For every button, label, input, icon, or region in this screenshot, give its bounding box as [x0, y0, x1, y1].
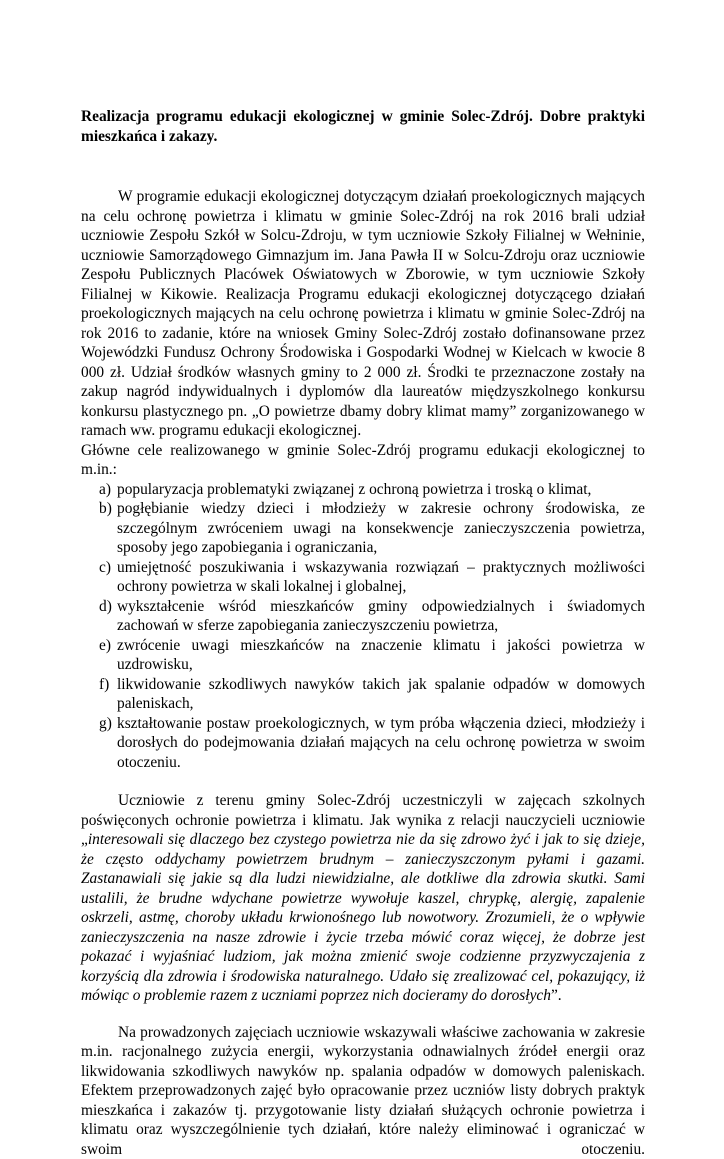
goal-marker: g)	[99, 714, 112, 734]
goal-item	[81, 499, 645, 558]
goal-text: umiejętność poszukiwania i wskazywania rozwiązań – praktycznych możliwości ochrony powietrza w skali lokalnej i globalnej,	[117, 559, 645, 596]
goal-item	[81, 597, 645, 636]
goal-text: popularyzacja problematyki związanej z ochroną powietrza i troską o klimat,	[117, 481, 591, 498]
document-title: Realizacja programu edukacji ekologicznej w gminie Solec-Zdrój. Dobre praktyki mieszkańca i zakazy.	[81, 107, 645, 146]
goal-marker: f)	[99, 675, 109, 695]
goal-item	[81, 714, 645, 773]
goal-marker: c)	[99, 558, 111, 578]
goal-text: zwrócenie uwagi mieszkańców na znaczenie klimatu i jakości powietrza w uzdrowisku,	[117, 637, 645, 674]
document-content	[81, 107, 645, 1159]
paragraph-student-activities	[81, 791, 645, 1006]
teachers-quote: interesowali się dlaczego bez czystego powietrza nie da się zdrowo żyć i jak to się dzieje, że często oddychamy powietrzem brudnym – zanieczyszczonym pyłami i gazami. Zastanawiali się jakie są dla ludzi niewidzialne, ale dotkliwe dla zdrowia skutki. Sami ustalili, że brudne wdychane powietrze wywołuje kaszel, chrypkę, alergię, zapalenie oskrzeli, astmę, choroby układu krwionośnego lub nowotwory. Zrozumieli, że o wpływie zanieczyszczenia na nasze zdrowie i życie trzeba mówić coraz więcej, że dobrze jest pokazać i wyjaśniać ludziom, jak można zmienić swoje codzienne przyzwyczajenia z korzyścią dla zdrowia i środowiska naturalnego. Udało się zrealizować cel, pokazujący, iż mówiąc o problemie razem z uczniami poprzez nich docieramy do dorosłych	[81, 831, 645, 1004]
goal-marker: a)	[99, 480, 111, 500]
goal-marker: b)	[99, 499, 112, 519]
goal-item	[81, 675, 645, 714]
goal-text: likwidowanie szkodliwych nawyków takich jak spalanie odpadów w domowych paleniskach,	[117, 676, 645, 713]
goal-text: pogłębianie wiedzy dzieci i młodzieży w zakresie ochrony środowiska, ze szczególnym zwróceniem uwagi na konsekwencje zanieczyszczenia powietrza, sposoby jego zapobiegania i ograniczania,	[117, 500, 645, 556]
goals-list	[81, 480, 645, 773]
goal-item	[81, 480, 645, 500]
paragraph-program-description: W programie edukacji ekologicznej dotyczącym działań proekologicznych mających na celu ochronę powietrza i klimatu w gminie Solec-Zdrój na rok 2016 brali udział uczniowie Zespołu Szkół w Solcu-Zdroju, w tym uczniowie Szkoły Filialnej w Wełninie, uczniowie Samorządowego Gimnazjum im. Jana Pawła II w Solcu-Zdroju oraz uczniowie Zespołu Publicznych Placówek Oświatowych w Zborowie, w tym uczniowie Szkoły Filialnej w Kikowie. Realizacja Programu edukacji ekologicznej dotyczącego działań proekologicznych mających na celu ochronę powietrza i klimatu w gminie Solec-Zdrój na rok 2016 to zadanie, które na wniosek Gminy Solec-Zdrój zostało dofinansowane przez Wojewódzki Fundusz Ochrony Środowiska i Gospodarki Wodnej w Kielcach w kwocie 8 000 zł. Udział środków własnych gminy to 2 000 zł. Środki te przeznaczone zostały na zakup nagród indywidualnych i dyplomów dla laureatów międzyszkolnego konkursu konkursu plastycznego pn. „O powietrze dbamy dobry klimat mamy” zorganizowanego w ramach ww. programu edukacji ekologicznej.	[81, 187, 645, 441]
goal-text: kształtowanie postaw proekologicznych, w tym próba włączenia dzieci, młodzieży i dorosłych do podejmowania działań mających na celu ochronę powietrza w swoim otoczeniu.	[117, 715, 645, 771]
quote-close: ”.	[551, 987, 562, 1004]
goal-item	[81, 558, 645, 597]
goal-item	[81, 636, 645, 675]
goals-intro: Główne cele realizowanego w gminie Solec-Zdrój programu edukacji ekologicznej to m.in.:	[81, 441, 645, 480]
goal-marker: d)	[99, 597, 112, 617]
paragraph-student-activities-intro: Uczniowie z terenu gminy Solec-Zdrój uczestniczyli w zajęcach szkolnych poświęconych ochronie powietrza i klimatu. Jak wynika z relacji nauczycieli uczniowie „	[81, 792, 645, 848]
goal-text: wykształcenie wśród mieszkańców gminy odpowiedzialnych i świadomych zachowań w sferze zapobiegania zanieczyszczeniu powietrza,	[117, 598, 645, 635]
paragraph-good-practices: Na prowadzonych zajęciach uczniowie wskazywali właściwe zachowania w zakresie m.in. racjonalnego zużycia energii, wykorzystania odnawialnych źródeł energii oraz likwidowania szkodliwych nawyków np. spalania odpadów w domowych paleniskach. Efektem przeprowadzonych zajęć było opracowanie przez uczniów listy dobrych praktyk mieszkańca i zakazów tj. przygotowanie listy działań służących ochronie powietrza i klimatu oraz wyszczególnienie tych działań, które należy eliminować i ograniczać w swoim otoczeniu.	[81, 1023, 645, 1159]
goal-marker: e)	[99, 636, 111, 656]
